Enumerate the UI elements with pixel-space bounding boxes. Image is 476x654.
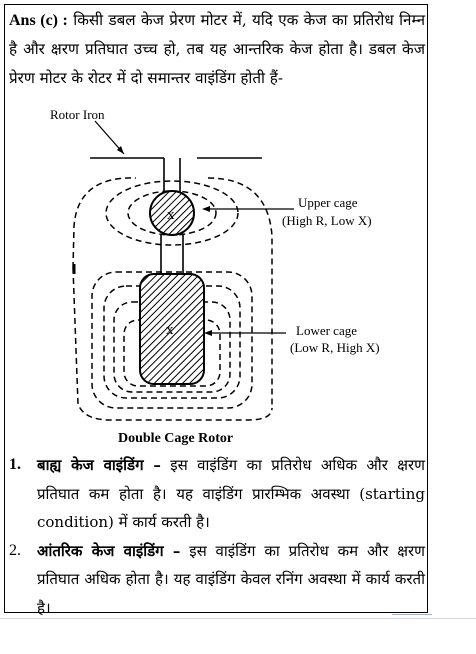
item-body: इस वाइंडिंग का प्रतिरोध अधिक और क्षरण प्रतिघात कम होता है। यह वाइंडिंग प्रारम्भिक अवस्था (starting condition) में कार्य करती है। (37, 456, 425, 531)
upper-cage-cross: x (167, 207, 175, 223)
winding-list (9, 451, 425, 622)
list-item (9, 451, 425, 537)
double-cage-rotor-figure (40, 108, 400, 448)
page-divider (0, 618, 476, 619)
item-text (37, 451, 425, 537)
page-divider-accent (392, 614, 432, 615)
lower-cage-label: Lower cage (296, 323, 357, 338)
item-number: 1. (9, 456, 21, 473)
list-item (9, 537, 425, 623)
figure-caption: Double Cage Rotor (118, 431, 234, 446)
rotor-diagram (40, 108, 400, 448)
item-body: इस वाइंडिंग का प्रतिरोध कम और क्षरण प्रतिघात अधिक होता है। यह वाइंडिंग केवल रनिंग अवस्था में कार्य करती है। (37, 541, 425, 617)
item-heading: बाह्य केज वाइंडिंग – (37, 456, 161, 474)
item-heading: आंतरिक केज वाइंडिंग – (37, 541, 181, 560)
intro-text: किसी डबल केज प्रेरण मोटर में, यदि एक केज का प्रतिरोध निम्न है और क्षरण प्रतिघात उच्च हो, तब यह आन्तरिक केज होता है। डबल केज प्रेरण मोटर के रोटर में दो समान्तर वाइंडिंग होती हैं- (9, 11, 426, 87)
upper-cage-sub-label: (High R, Low X) (282, 213, 372, 228)
item-number: 2. (9, 541, 21, 559)
intro-paragraph (9, 6, 425, 93)
answer-label: Ans (c) : (9, 12, 68, 29)
item-text (37, 537, 425, 623)
lower-cage-sub-label: (Low R, High X) (290, 340, 380, 355)
upper-cage-label: Upper cage (298, 195, 358, 210)
lower-cage-cross: x (166, 322, 174, 338)
rotor-iron-label: Rotor Iron (50, 107, 105, 122)
